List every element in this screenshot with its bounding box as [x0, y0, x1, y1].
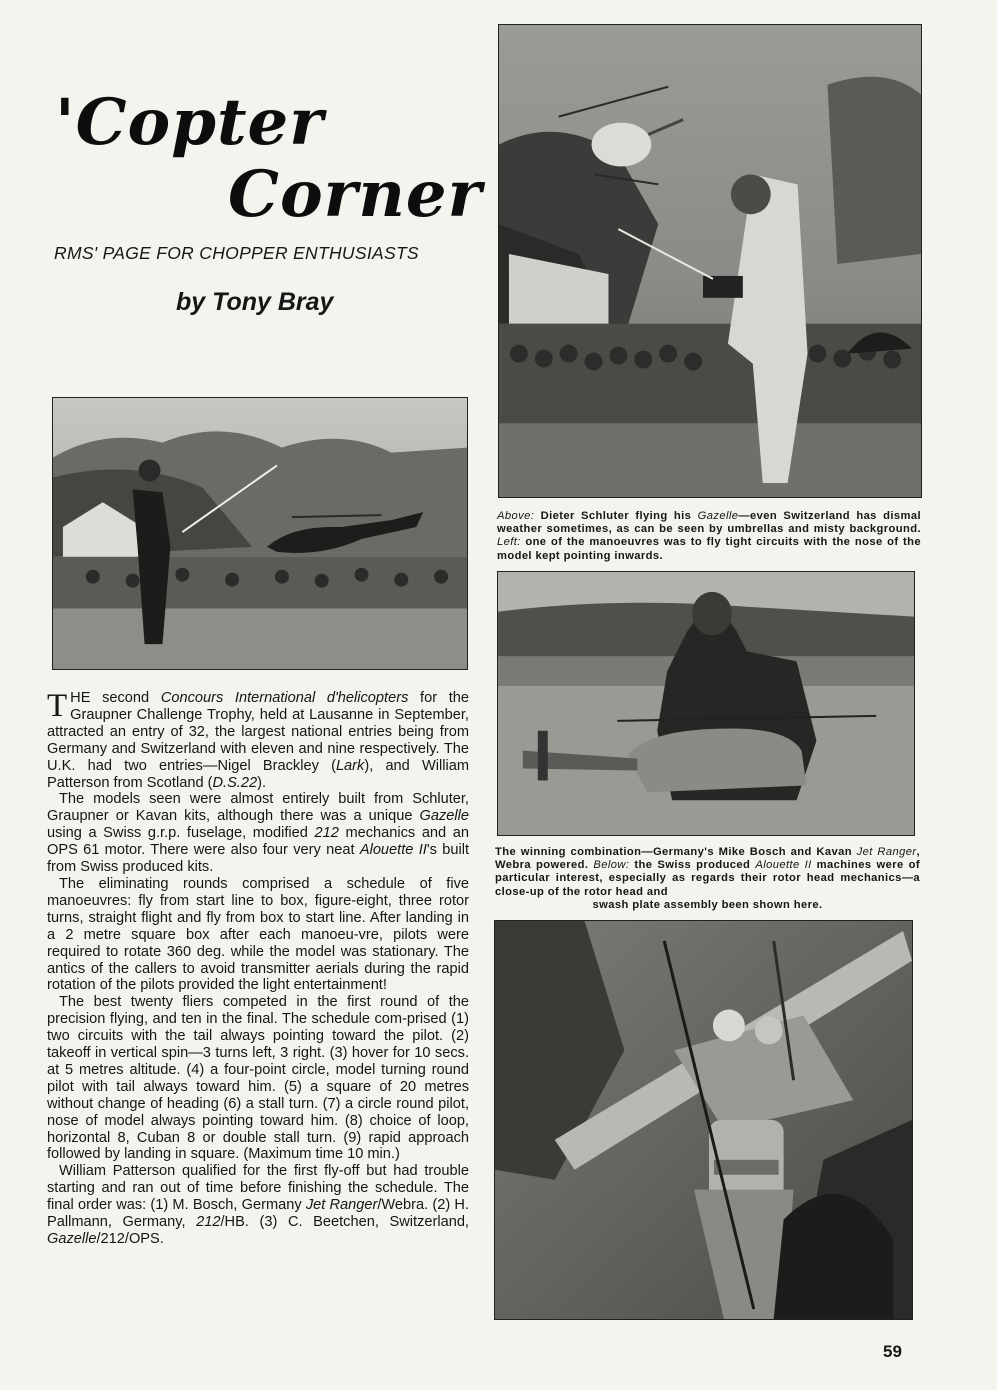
article-text: /212/OPS.	[96, 1231, 164, 1247]
article-text: 's built from Swiss produced kits.	[47, 842, 469, 876]
caption-model: Alouette II	[755, 859, 812, 872]
photo-rotor-head-closeup	[494, 920, 913, 1320]
model-name: D.S.22	[212, 774, 258, 791]
article-text: /HB. (3) C. Beetchen, Switzerland,	[220, 1214, 469, 1231]
caption-text: —even Switzerland has dismal weather sometimes, as can be seen by umbrellas and misty background.	[497, 510, 921, 536]
caption-text: machines were of particular interest, especially as regards their rotor head mechanics—a close-up of the rotor head and	[495, 859, 920, 898]
caption-middle	[495, 846, 920, 912]
article-paragraph-2	[47, 791, 469, 876]
article-text: The models seen were almost entirely built from Schluter, Graupner or Kavan kits, although there was a unique	[47, 791, 469, 825]
article-text: /Webra. (2) H. Pallmann, Germany,	[47, 1197, 469, 1231]
page-number: 59	[883, 1342, 902, 1361]
event-name: Concours International d'helicopters	[160, 690, 409, 706]
article-paragraph-4: The best twenty fliers competed in the first round of the precision flying, and ten in the final. The schedule com-prised (1) two circuits with the tail always pointing toward the pilot. (2) takeoff in vertical spin—3 turns left, 3 right. (3) hover for 10 secs. at 5 metres altitude. (4) a four-point circle, model turning round pilot with tail always toward him. (5) a square of 20 metres without change of heading (6) a stall turn. (7) a circle round pilot, nose of model always pointing toward him. (8) choice of loop, horizontal 8, Cuban 8 or double stall turn. (9) rapid approach followed by landing in square. (Maximum time 10 min.)	[47, 994, 469, 1163]
caption-text: , Webra powered.	[495, 846, 921, 872]
caption-model: Jet Ranger	[856, 846, 917, 858]
title-line-2: Corner	[228, 157, 483, 232]
model-name: Gazelle	[47, 1231, 97, 1247]
article-paragraph-1	[47, 690, 469, 791]
caption-top	[497, 510, 921, 563]
article-paragraph-5	[47, 1163, 469, 1248]
caption-text: The winning combination—Germany's Mike Bosch and Kavan	[495, 846, 852, 858]
article-text: ), and William Patterson from Scotland (	[47, 757, 470, 791]
drop-cap: T	[47, 688, 68, 724]
model-name: Lark	[335, 757, 365, 774]
article-paragraph-3: The eliminating rounds comprised a schedule of five manoeuvres: fly from start line to box, figure-eight, three rotor turns, straight flight and fly from box to start line. After landing in a 2 metre square box after each manoeu-vre, pilots were required to rotate 360 deg. while the model was stationary. The antics of the callers to avoid transmitter aerials during the rapid rotation of the pilots provided the light entertainment!	[47, 875, 469, 994]
photo-winning-combination	[497, 571, 915, 836]
caption-label-above: Above:	[497, 510, 535, 522]
article-text: mechanics and an OPS 61 motor. There were also four very neat	[47, 825, 469, 859]
caption-label-left: Left:	[497, 536, 521, 549]
byline: by Tony Bray	[176, 288, 334, 316]
caption-model: Gazelle	[697, 510, 739, 522]
model-name: 212	[314, 825, 339, 842]
photo-pilot-flying-gazelle	[498, 24, 922, 498]
caption-text: swash plate assembly been shown here.	[592, 898, 823, 911]
article-body	[47, 690, 469, 1248]
model-name: Gazelle	[419, 808, 469, 825]
article-text: for the Graupner Challenge Trophy, held at Lausanne in September, attracted an entry of 32, the largest national entries being from Germany and Switzerland with eleven and nine respectively. The U.K. had two entries—Nigel Brackley (	[47, 690, 469, 774]
caption-text: the Swiss produced	[634, 859, 751, 872]
photo-tight-circuit	[52, 397, 468, 670]
subtitle: RMS' PAGE FOR CHOPPER ENTHUSIASTS	[54, 243, 419, 263]
title-line-1: 'Copter	[55, 85, 324, 160]
caption-text: one of the manoeuvres was to fly tight circuits with the nose of the model kept pointing inwards.	[497, 536, 922, 562]
article-text: HE second	[70, 690, 150, 706]
article-text: ).	[257, 774, 267, 791]
caption-label-below: Below:	[593, 859, 630, 872]
caption-text: Dieter Schluter flying his	[540, 510, 692, 522]
model-name: Alouette II	[359, 842, 427, 859]
article-text: William Patterson qualified for the first fly-off but had trouble starting and ran out of time before finishing the schedule. The final order was: (1) M. Bosch, Germany	[47, 1163, 469, 1214]
model-name: Jet Ranger	[305, 1197, 378, 1214]
model-name: 212	[196, 1214, 221, 1231]
article-text: using a Swiss g.r.p. fuselage, modified	[47, 825, 308, 842]
